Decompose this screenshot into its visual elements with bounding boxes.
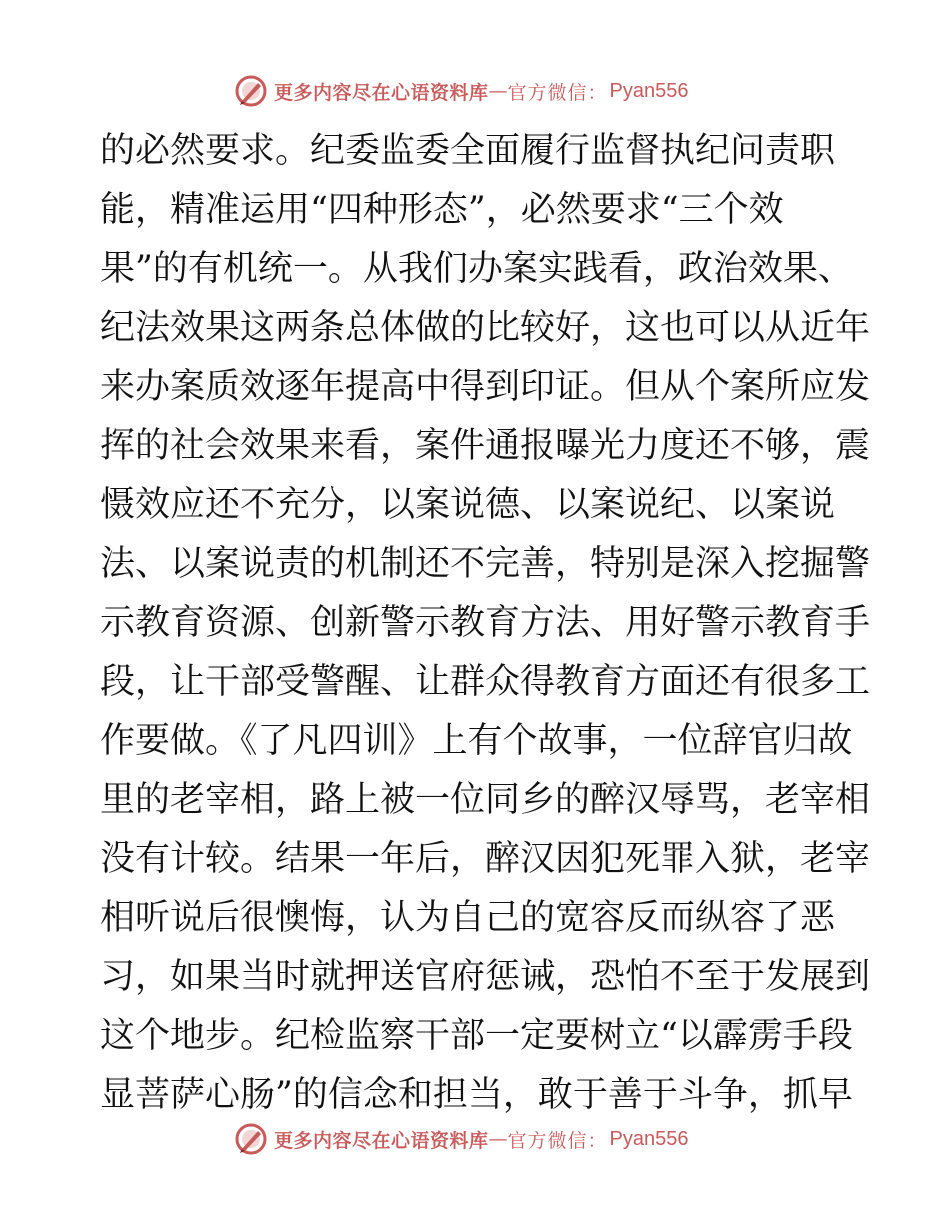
banner-wechat-id: Pyan556 bbox=[609, 79, 689, 102]
pen-circle-logo-icon bbox=[234, 74, 268, 108]
pen-circle-logo-icon bbox=[234, 1122, 268, 1156]
banner-wechat-id: Pyan556 bbox=[609, 1127, 689, 1150]
text-line: 没有计较。结果一年后，醉汉因犯死罪入狱，老宰 bbox=[100, 839, 871, 879]
text-line: 来办案质效逐年提高中得到印证。但从个案所应发 bbox=[100, 367, 871, 407]
text-line: 果”的有机统一。从我们办案实践看，政治效果、 bbox=[100, 249, 853, 289]
text-line: 段，让干部受警醒、让群众得教育方面还有很多工 bbox=[100, 662, 871, 702]
text-line: 纪法效果这两条总体做的比较好，这也可以从近年 bbox=[100, 308, 871, 348]
text-line: 这个地步。纪检监察干部一定要树立“以霹雳手段 bbox=[100, 1016, 853, 1056]
banner-separator: — bbox=[488, 1128, 508, 1150]
text-line: 能，精准运用“四种形态”，必然要求“三个效 bbox=[100, 190, 784, 230]
text-line: 显菩萨心肠”的信念和担当，敢于善于斗争，抓早 bbox=[100, 1075, 853, 1115]
banner-wechat-label: 官方微信： bbox=[507, 81, 608, 104]
text-line: 相听说后很懊悔，认为自己的宽容反而纵容了恶 bbox=[100, 898, 836, 938]
text-line: 习，如果当时就押送官府惩诫，恐怕不至于发展到 bbox=[100, 957, 871, 997]
banner-site-text: 更多内容尽在心语资料库 bbox=[274, 1129, 489, 1152]
text-line: 法、以案说责的机制还不完善，特别是深入挖掘警 bbox=[100, 544, 871, 584]
text-line: 的必然要求。纪委监委全面履行监督执纪问责职 bbox=[100, 131, 836, 171]
text-line: 示教育资源、创新警示教育方法、用好警示教育手 bbox=[100, 603, 871, 643]
text-line: 里的老宰相，路上被一位同乡的醉汉辱骂，老宰相 bbox=[100, 780, 871, 820]
text-line: 慑效应还不充分，以案说德、以案说纪、以案说 bbox=[100, 485, 836, 525]
banner-separator: — bbox=[488, 80, 508, 102]
footer-watermark-banner bbox=[234, 1121, 689, 1157]
header-watermark-banner bbox=[234, 73, 689, 109]
banner-site-text: 更多内容尽在心语资料库 bbox=[274, 81, 489, 104]
document-body bbox=[100, 122, 871, 1125]
text-line: 作要做。《了凡四训》上有个故事，一位辞官归故 bbox=[100, 721, 853, 761]
text-line: 挥的社会效果来看，案件通报曝光力度还不够，震 bbox=[100, 426, 871, 466]
banner-wechat-label: 官方微信： bbox=[507, 1129, 608, 1152]
